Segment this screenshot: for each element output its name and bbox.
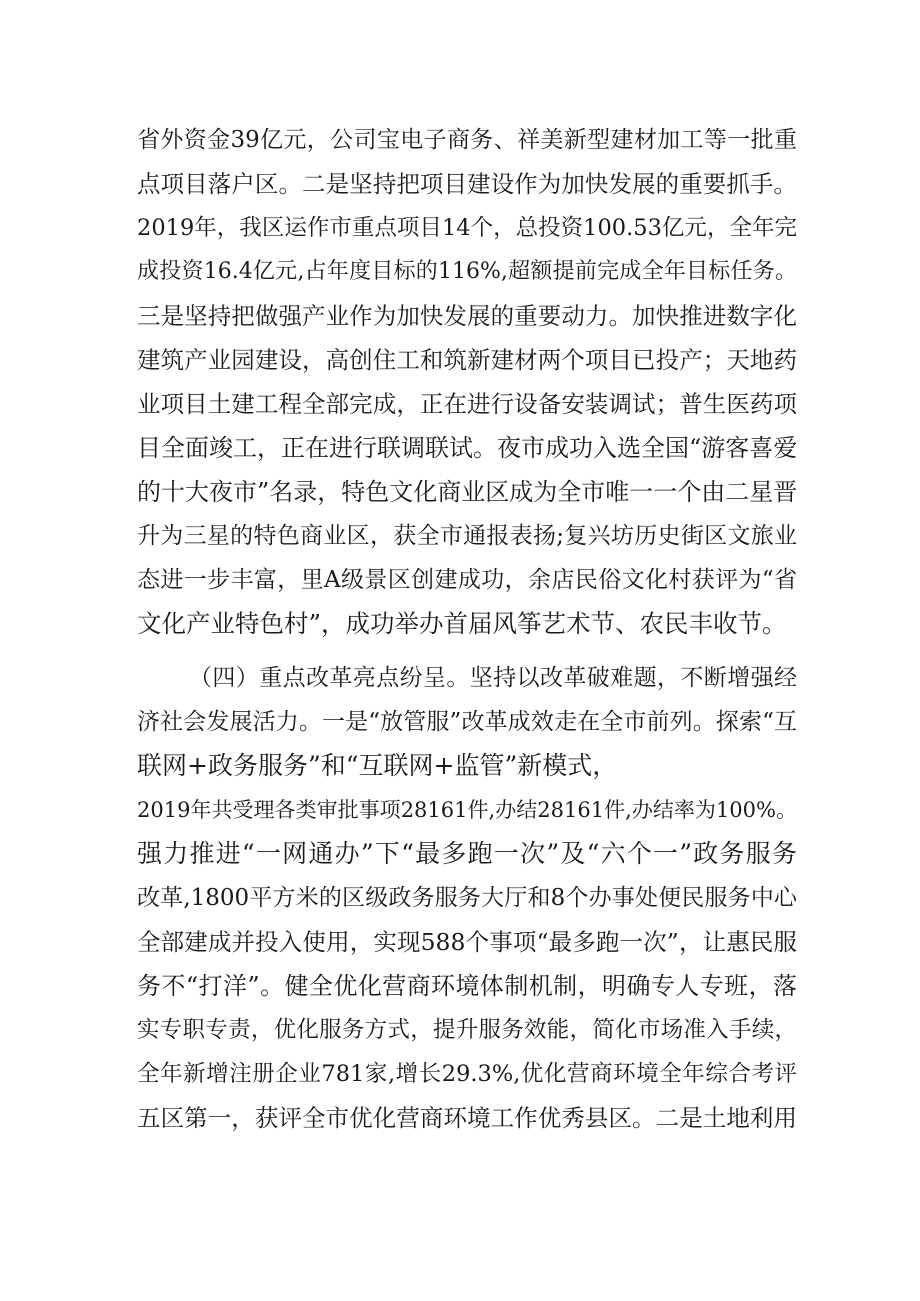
paragraph-line: 全部建成并投入使用，实现588个事项“最多跑一次”，让惠民服 — [137, 928, 797, 956]
paragraph-line: 2019年共受理各类审批事项28161件,办结28161件,办结率为100%。 — [137, 798, 797, 822]
paragraph-line: 全年新增注册企业781家,增长29.3%,优化营商环境全年综合考评 — [137, 1061, 797, 1087]
paragraph-line: 文化产业特色村”，成功举办首届风筝艺术节、农民丰收节。 — [137, 609, 787, 638]
paragraph-line: 成投资16.4亿元,占年度目标的116%,超额提前完成全年目标任务。 — [137, 259, 797, 284]
paragraph-line: 省外资金39亿元，公司宝电子商务、祥美新型建材加工等一批重 — [137, 127, 797, 153]
paragraph-line: 实专职专责，优化服务方式，提升服务效能，简化市场准入手续， — [137, 1017, 797, 1043]
paragraph-line: 点项目落户区。二是坚持把项目建设作为加快发展的重要抓手。 — [137, 170, 797, 198]
paragraph-line: 的十大夜市”名录，特色文化商业区成为全市唯一一个由二星晋 — [137, 478, 798, 506]
paragraph-line: 升为三星的特色商业区，获全市通报表扬;复兴坊历史街区文旅业 — [137, 523, 797, 549]
paragraph-line: 强力推进“一网通办”下“最多跑一次”及“六个一”政务服务 — [137, 839, 797, 868]
paragraph-line: 建筑产业园建设，高创住工和筑新建材两个项目已投产；天地药 — [137, 346, 797, 374]
paragraph-line: 务不“打洋”。健全优化营商环境体制机制，明确专人专班，落 — [137, 972, 797, 1000]
paragraph-line: 2019年，我区运作市重点项目14个，总投资100.53亿元，全年完 — [137, 215, 797, 241]
section-heading-line: （四）重点改革亮点纷呈。坚持以改革破难题，不断增强经 — [189, 665, 797, 691]
paragraph-line: 业项目土建工程全部完成，正在进行设备安装调试；普生医药项 — [137, 390, 797, 418]
paragraph-line: 联网+政务服务”和“互联网+监管”新模式， — [137, 751, 618, 780]
paragraph-line: 目全面竣工，正在进行联调联试。夜市成功入选全国“游客喜爱 — [137, 434, 798, 462]
paragraph-line: 改革,1800平方米的区级政务服务大厅和8个办事处便民服务中心 — [137, 885, 797, 911]
paragraph-line: 五区第一，获评全市优化营商环境工作优秀县区。二是土地利用 — [137, 1104, 797, 1132]
paragraph-line: 三是坚持把做强产业作为加快发展的重要动力。加快推进数字化 — [137, 302, 797, 330]
paragraph-line: 态进一步丰富，里A级景区创建成功，余店民俗文化村获评为“省 — [137, 567, 797, 593]
paragraph-line: 济社会发展活力。一是“放管服”改革成效走在全市前列。探索“互 — [137, 709, 797, 735]
